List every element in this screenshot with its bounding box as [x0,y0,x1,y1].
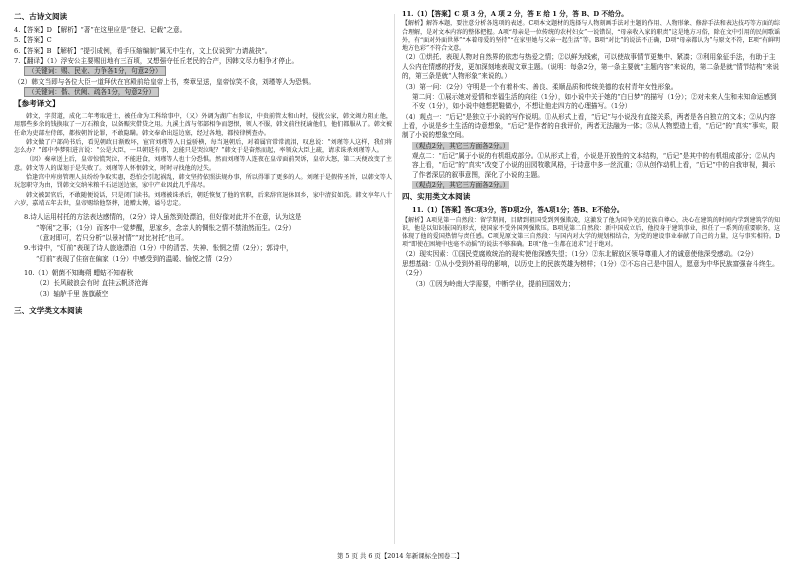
column-divider [394,14,395,544]
answer-12-1: 11.（1）【答案】答C项3分，答D项2分，答A项1分；答B、E不给分。 [412,206,624,215]
score-note-2: （观点2分，其它三方面各2分。） [412,181,510,190]
translation-paragraph: 韩文被罢官后，不敢随便说话，只是闭门读书。刘瑾被诛杀后，朝廷恢复了他的官职，后来辞官退休回乡，家中清贫如洗。韩文享年八十六岁，嘉靖五年去世，皇帝赐给他祭葬，追赠太傅，谥号忠定。 [14,191,392,207]
answer-11-3-q2: 第二问：①展示她对爱情和幸福生活的向往（1分），如小说中关于她的“白日梦”的描写（1分）；②对未来人生和未知命运感到不安（1分），如小说中她想把鞋做小，不想让他走四方的心理描写。（1分） [412,92,777,111]
answer-10-1: 10.（1）朝菌不知晦朔 蟪蛄不知春秋 [24,268,134,277]
answer-6: 6.【答案】B 【解析】“提引成例，看手压缩编制”属无中生有，文上仅说到“力请裁抉”。 [14,46,272,55]
translation-paragraph: （因）奏章送上后，皇帝惊慌哭泣，不能进食，刘瑾等人也十分恐惧。然而刘瑾等人连夜在皇帝面前哭诉，皇帝大怒，第二天便改变了主意。韩文等人的谋划于是失败了。刘瑾等人怀恨韩文，时时寻找他的过失。 [14,156,392,172]
section-heading-literary: 三、文学类文本阅读 [14,306,83,316]
answer-9-a: 9.韦诗中，“灯前”表现了诗人旅途漂泊（1分）中的清苦、失神、怅惘之情（2分）；郭诗中， [24,244,293,253]
answer-5: 5.【答案】C [14,36,52,45]
answer-9-b: “灯前”表现了住宿在偏家（1分）中感受到的温暖、愉悦之情（2分） [36,254,236,263]
answer-12-2-basis: 思想基础：①从小受到外祖母的影响，以历史上的民族英雄为榜样；（1分）②不忘自己是中国人，愿意为中华民族富强奋斗终生。（2分） [402,260,779,278]
answer-7-1: 7.【翻译】（1）浮安公主要赐田地有三百顷，又想强夺任丘老民的合产，因韩文尽力相争才停止。 [14,56,299,65]
answer-10-3: （3）轴舻千里 旌旗蔽空 [36,289,109,298]
translation-paragraph: 恰逢宫中库房管理人员纷纷争取实惠，恐怕会引起祸乱，韩文坚持依照法规办事，所以得罪了更多的人。刘瑾于是假传圣旨，以韩文等人玩忽职守为由，罚韩文交纳米粮千石运送边塞，家中产业因此几乎荡尽。 [14,174,392,190]
answer-12-3: （3）①因为岭南大学需要，中断学业，提前回国效力； [412,279,575,288]
answer-8-c: （意对即可，若只分析“以景衬情”“对比衬托”也可。 [36,233,188,242]
answer-8-b: “等闲”之事；（1分）而客中一觉梦醒，思家乡，念亲人的惆怅之情不禁油然而生。（2分） [36,223,296,232]
explanation-12: 【解析】A项见第一自然段：留学期间，目睹到祖国受到列强欺凌，这激发了他为国争光的民族自尊心，决心在建筑的时间内学到建筑学的知识，他是以知识报国的形式，使国家不受外国列强欺压。B项见第二自然段：新中国成立后，他投身于建筑事业，担任了一系列的重要职务，这体现了他的爱国热情与责任感。C项见原文第三自然段：与国内对大学的规划相结合，为党的建设事业奉献了自己的力量，这与事实相符。D项“即使在困境中也毫不动摇”的说法不够准确。E项“他一生都在追求”过于绝对。 [402,216,780,249]
answer-8-a: 8.诗人运用村托的方法表达感情的，（2分）诗人虽然到处漂泊，但好像对此并不在意，认为这是 [24,213,302,222]
translation-body [14,113,392,208]
right-column [402,10,780,290]
answer-12-2: （2）现实因素：①国民党腐败统治的现实使他深感失望；（1分）②东北解放区领导尊重人才的诚意使他深受感动。（2分） [402,249,758,258]
reference-translation-title: 【参考译文】 [14,99,60,109]
answer-7-2: （2）韩文当即与各位大臣一道拜伏在宫殿前给皇帝上书，奏章呈送，皇帝惊笑不食，刘瑾等人为恐惧。 [14,77,315,86]
answer-11-4-view1: （4）观点一：“后记”是独立于小说的写作说明。①从形式上看，“后记”与小说没有直接关系，两者是各自独立的文本；②从内容上看，小说是乡土生活的诗意想象，“后记”是作者的自我评价，两者无法融为一体；③从人物塑造上看，“后记”的“真实”事实，限制了小说的想象空间。 [402,112,779,140]
answer-11-3-q1: （3）第一问：（2分）守明是一个有着朴实、善良、柔顺品质和传统美德的农村青年女性形象。 [402,82,678,91]
translation-paragraph: 韩文做了户部尚书后，看见朝政日渐败坏，宦官刘瑾等人日益骄横，每当退朝后，对着属官常常流泪，叹息说：“刘瑾等人这样，我们将怎么办？”郎中李梦阳进言说：“公是大臣，一旦朝廷有事，怎能只是哭泣呢？”韩文于是奋然而起，率领众大臣上疏，请求诛杀刘瑾等人。 [14,138,392,155]
explanation-11: 【解析】解答本题，要注意分析各选项的表述。C项本文题材的选择与人物刻画手法对主题的作用、人物形象、修辞手法和表达技巧等方面的综合理解，是对文本内容的整体把握。A项“母亲是一位传统的农村妇女”一说错误，“母亲收入家的职责”这是地方习俗，除在文中引用的民间歌谣外，有“面对外面世界”“本着母爱的坚持”“在家里她与父亲一起生活”等。B项“对比”的说法不正确，D项“母亲都认为”与原文不符，E项“有鲜明地方色彩”不符合文意。 [402,20,780,53]
section-heading-classical: 二、古诗文阅读 [14,12,68,21]
keyword-note-2: （关键词：偕、伏阙、疏各1分，句意2分） [24,87,159,97]
translation-paragraph: 韩文，字贯道，成化二年考取进士，被任命为工科给事中，（又）外调为湖广右参议，中贵前管太和山时，侵扰公家，韩文竭力阻止他，用那些多余的钱换取了一万石粮食，以备赈灾借贷之用。九溪土酋与邻部相争而怨恨，领人不服，韩文前往抚谕他们，他们都服从了。韩文被任命为吏部左侍郎，都按朝旨论罪，不敢隐瞒。韩文奉命出巡边塞，经过各地，都按律例查办。 [14,113,392,137]
keyword-note-1: （关键词：赐、民业、力争各1分，句意2分） [24,66,166,76]
answer-10-2: （2）长风破浪会有时 直挂云帆济沧海 [36,279,148,288]
answer-11-4-view2: 观点二：“后记”属于小说的有机组成部分。①从形式上看，小说是开放性的文本结构，“后记”是其中的有机组成部分；②从内容上看，“后记”的“真实”改变了小说的田园牧歌风格，于诗意中多一丝沉重；③从创作动机上看，“后记”中的自我审视，揭示了作者深层的叙事意图，深化了小说的主题。 [412,152,776,179]
page-footer: 第 5 页 共 6 页【2014 年新课标全国卷二】 [336,552,464,560]
section-heading-practical: 四、实用类文本阅读 [402,192,471,202]
left-column [14,10,392,320]
answer-11-1: 11.（1）【答案】C 项 3 分，A 项 2 分，答 E 给 1 分，答 B、D 不给分。 [402,10,628,18]
score-note-1: （观点2分，其它三方面各2分。） [412,141,510,150]
answer-11-2: （2）①烘托、表现人物对自然界的依恋与热爱之情；②以鲜为线索，可以使故事情节更集中、紧凑；③利用象征手法，有助于主人公内在情感的抒发，更加深刻地表现文章主题。（说明：每条2分，第一条主要就“主题内容”来说的，第二条是就“情节结构”来说的，第三条是就“人物形象”来说的。） [402,53,780,81]
answer-4: 4.【答案】D 【解析】“著”在这里应是“登记、记载”之意。 [14,25,187,34]
